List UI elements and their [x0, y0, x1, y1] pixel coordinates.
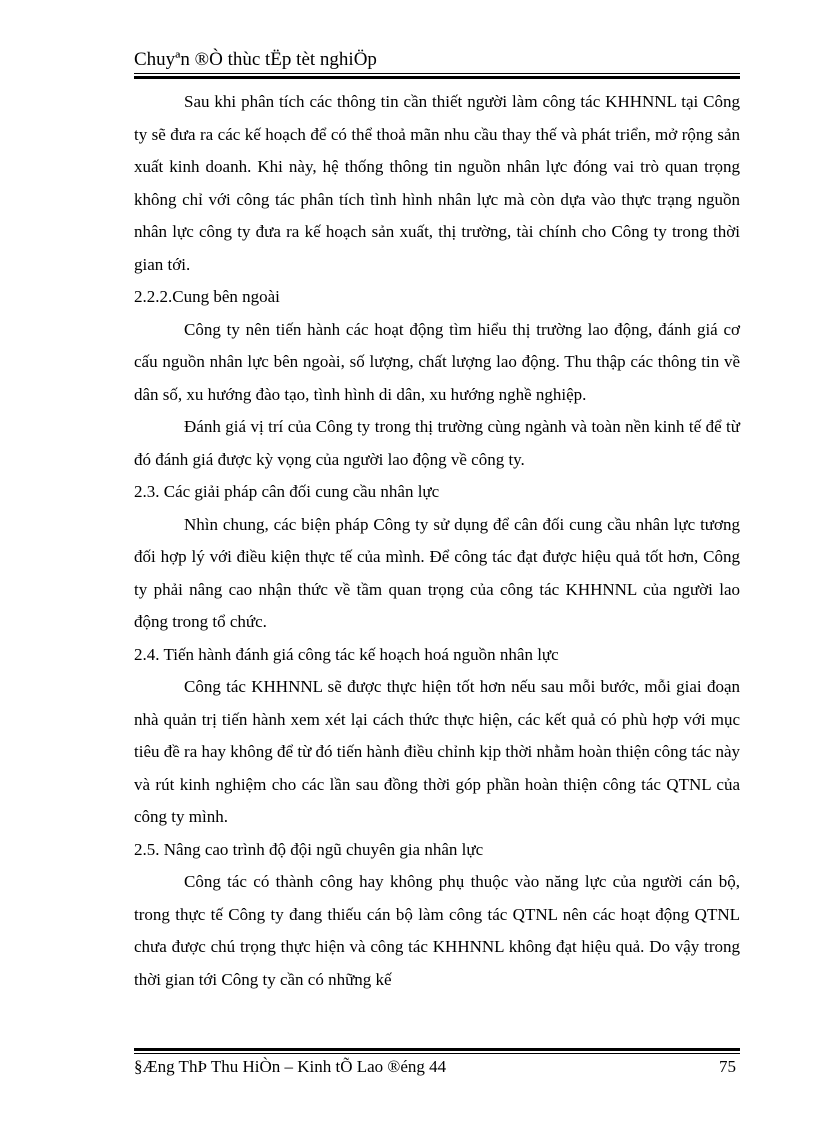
page-header-title: Chuyªn ®Ò thùc tËp tèt nghiÖp [134, 49, 377, 70]
body-paragraph: Công tác có thành công hay không phụ thuộc vào năng lực của người cán bộ, trong thực tế Công ty đang thiếu cán bộ làm công tác QTNL nên các hoạt động QTNL chưa được chú trọng thực hiện và công tác KHHNNL không đạt hiệu quả. Do vậy trong thời gian tới Công ty cần có những kế [134, 872, 740, 989]
section-heading-2-3: 2.3. Các giải pháp cân đối cung cầu nhân lực [134, 482, 440, 501]
header-rule-thin [134, 73, 740, 74]
body-paragraph: Công tác KHHNNL sẽ được thực hiện tốt hơn nếu sau mỗi bước, mỗi giai đoạn nhà quản trị tiến hành xem xét lại cách thức thực hiện, các kết quả có phù hợp với mục tiêu đề ra hay không để từ đó tiến hành điều chỉnh kịp thời nhằm hoàn thiện công tác này và rút kinh nghiệm cho các lần sau đồng thời góp phần hoàn thiện công tác QTNL của công ty mình. [134, 677, 740, 826]
footer-rule-thick [134, 1048, 740, 1051]
document-body [134, 86, 740, 996]
section-heading-2-5: 2.5. Nâng cao trình độ đội ngũ chuyên gia nhân lực [134, 839, 484, 859]
page-number: 75 [719, 1057, 736, 1076]
footer-rule-thin [134, 1053, 740, 1054]
section-heading-2-2-2: 2.2.2.Cung bên ngoài [134, 287, 280, 306]
body-paragraph: Sau khi phân tích các thông tin cần thiết người làm công tác KHHNNL tại Công ty sẽ đưa ra các kế hoạch để có thể thoả mãn nhu cầu thay thế và phát triển, mở rộng sản xuất kinh doanh. Khi này, hệ thống thông tin nguồn nhân lực đóng vai trò quan trọng không chỉ với công tác phân tích tình hình nhân lực mà còn dựa vào thực trạng nguồn nhân lực công ty đưa ra kế hoạch sản xuất, thị trường, tài chính cho Công ty trong thời gian tới. [134, 92, 740, 274]
header-rule-thick [134, 76, 740, 79]
section-heading-2-4: 2.4. Tiến hành đánh giá công tác kế hoạch hoá nguồn nhân lực [134, 644, 559, 664]
body-paragraph: Nhìn chung, các biện pháp Công ty sử dụng để cân đối cung cầu nhân lực tương đối hợp lý với điều kiện thực tế của mình. Để công tác đạt được hiệu quả tốt hơn, Công ty phải nâng cao nhận thức về tầm quan trọng của công tác KHHNNL của người lao động trong tổ chức. [134, 514, 740, 631]
footer-author: §Æng ThÞ Thu HiÒn – Kinh tÕ Lao ®éng 44 [134, 1057, 447, 1076]
body-paragraph: Công ty nên tiến hành các hoạt động tìm hiểu thị trường lao động, đánh giá cơ cấu nguồn nhân lực bên ngoài, số lượng, chất lượng lao động. Thu thập các thông tin về dân số, xu hướng đào tạo, tình hình di dân, xu hướng nghề nghiệp. [134, 319, 740, 404]
body-paragraph: Đánh giá vị trí của Công ty trong thị trường cùng ngành và toàn nền kinh tế để từ đó đánh giá được kỳ vọng của người lao động về công ty. [134, 417, 740, 469]
